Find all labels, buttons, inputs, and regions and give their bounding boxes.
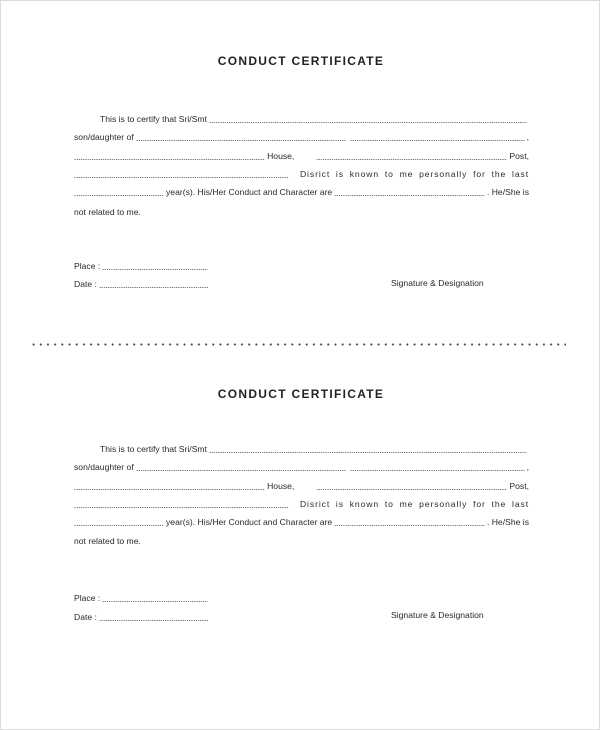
relation-text: . He/She is (486, 187, 529, 197)
house-line (74, 148, 529, 162)
parent-label: son/daughter of (74, 462, 134, 472)
house-label: House, (267, 481, 295, 491)
closing-text: not related to me. (74, 536, 141, 546)
years-line (74, 514, 529, 528)
district-text: Disrict is known to me personally for the last (299, 169, 529, 179)
post-field[interactable] (316, 480, 507, 492)
parent-label: son/daughter of (74, 132, 134, 142)
certify-line (74, 111, 529, 125)
conduct-field[interactable] (334, 516, 485, 528)
certify-line (74, 441, 529, 455)
closing-line (74, 533, 529, 547)
post-label: Post, (509, 481, 530, 491)
certify-label: This is to certify that Sri/Smt (100, 444, 207, 454)
parent-line (74, 459, 529, 473)
post-field[interactable] (316, 150, 507, 162)
cut-line-separator (30, 343, 566, 346)
place-row (74, 590, 210, 604)
years-field[interactable] (74, 516, 164, 528)
place-label: Place : (74, 261, 101, 271)
conduct-text: year(s). His/Her Conduct and Character are (166, 187, 333, 197)
house-field[interactable] (74, 150, 265, 162)
conduct-text: year(s). His/Her Conduct and Character are (166, 517, 333, 527)
years-line (74, 184, 529, 198)
parent-line (74, 129, 529, 143)
certificate-title: CONDUCT CERTIFICATE (217, 387, 385, 401)
parent-address-field[interactable] (350, 131, 525, 143)
comma-text: , (526, 132, 529, 142)
parent-name-field[interactable] (136, 131, 346, 143)
certificate-title: CONDUCT CERTIFICATE (217, 54, 385, 68)
house-line (74, 478, 529, 492)
name-field[interactable] (209, 443, 527, 455)
date-row (74, 276, 210, 290)
signature-label: Signature & Designation (391, 610, 484, 620)
date-label: Date : (74, 279, 97, 289)
relation-text: . He/She is (486, 517, 529, 527)
comma-text: , (526, 462, 529, 472)
house-field[interactable] (74, 480, 265, 492)
district-text: Disrict is known to me personally for the last (299, 499, 529, 509)
date-field[interactable] (99, 611, 208, 623)
district-line (74, 496, 529, 510)
place-label: Place : (74, 593, 101, 603)
district-line (74, 166, 529, 180)
district-field[interactable] (74, 168, 289, 180)
parent-name-field[interactable] (136, 461, 346, 473)
parent-address-field[interactable] (350, 461, 525, 473)
post-label: Post, (509, 151, 530, 161)
years-field[interactable] (74, 186, 164, 198)
place-field[interactable] (102, 592, 208, 604)
date-field[interactable] (99, 278, 208, 290)
place-field[interactable] (102, 260, 208, 272)
closing-line (74, 204, 529, 218)
name-field[interactable] (209, 113, 527, 125)
date-row (74, 609, 210, 623)
certify-label: This is to certify that Sri/Smt (100, 114, 207, 124)
closing-text: not related to me. (74, 207, 141, 217)
house-label: House, (267, 151, 295, 161)
date-label: Date : (74, 612, 97, 622)
conduct-field[interactable] (334, 186, 485, 198)
district-field[interactable] (74, 498, 289, 510)
place-row (74, 258, 210, 272)
signature-label: Signature & Designation (391, 278, 484, 288)
